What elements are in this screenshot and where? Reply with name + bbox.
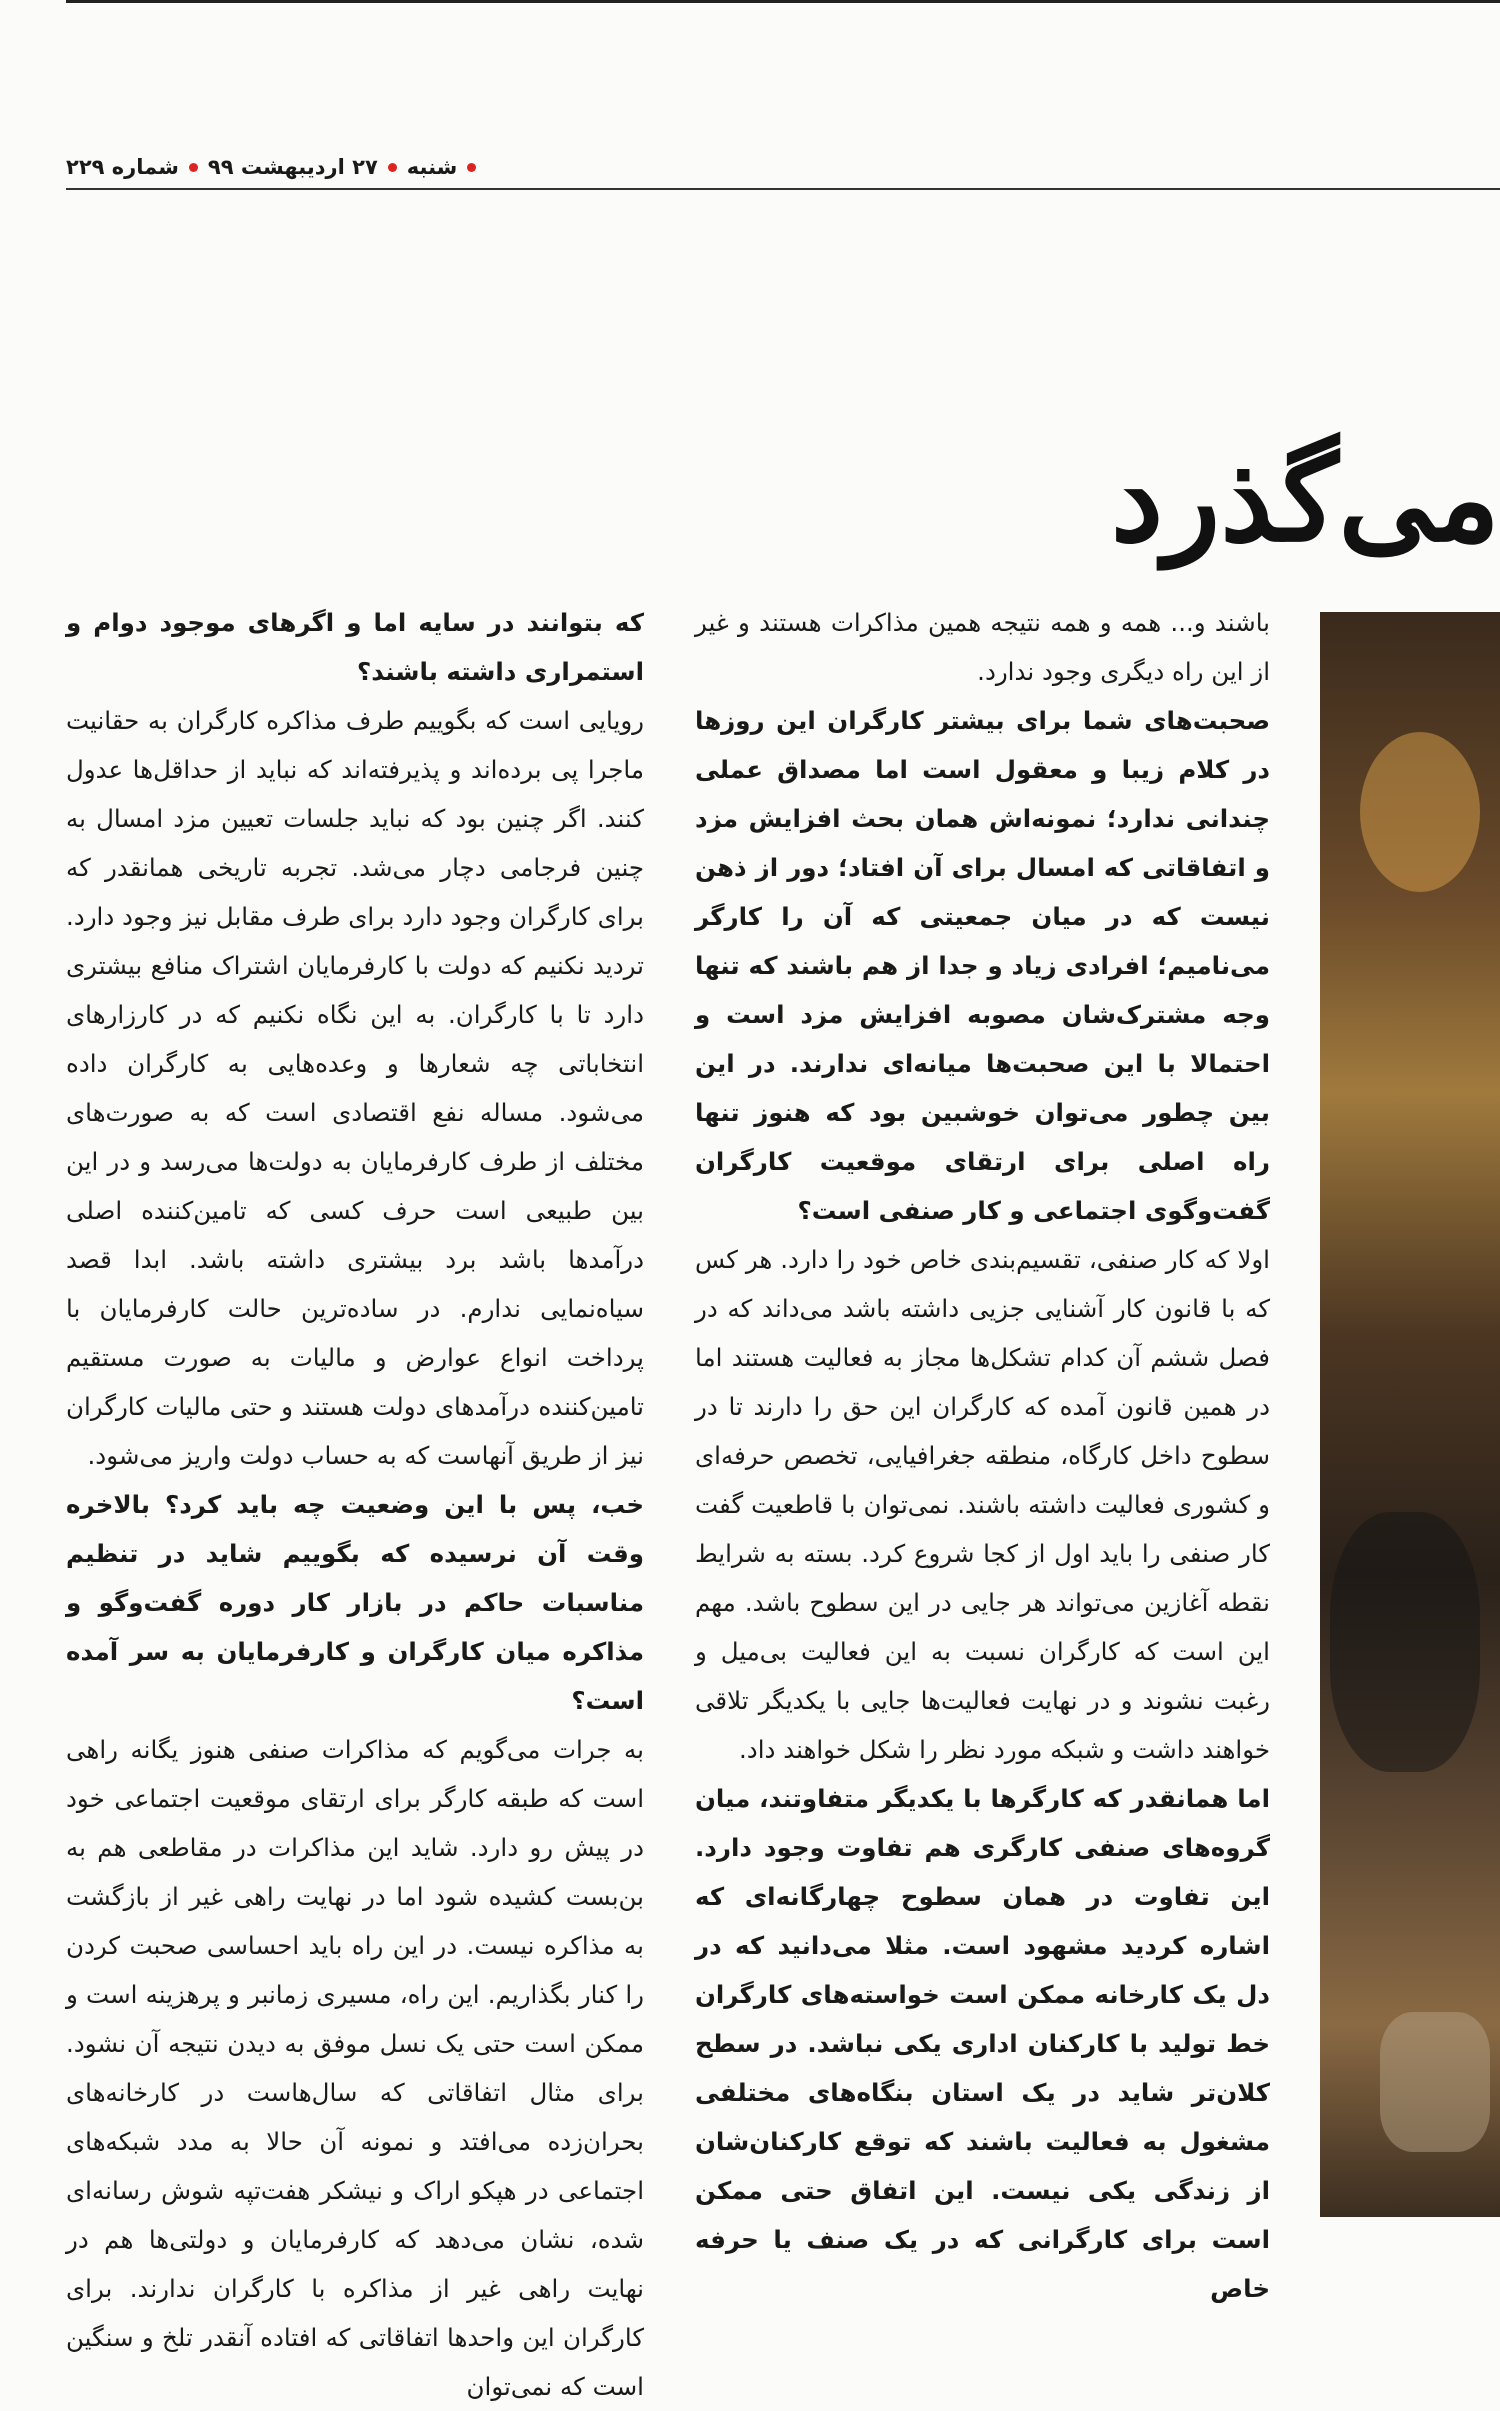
answer-paragraph: به جرات می‌گویم که مذاکرات صنفی هنوز یگانه راهی است که طبقه کارگر برای ارتقای موقعیت اجتماعی خود در پیش رو دارد. شاید این مذاکرات در مقاطعی هم به بن‌بست کشیده شود اما در نهایت راهی غیر از بازگشت به مذاکره نیست. در این راه باید احساسی صحبت کردن را کنار بگذاریم. این راه، مسیری زمانبر و پرهزینه است و ممکن است حتی یک نسل موفق به دیدن نتیجه آن نشود. برای مثال اتفاقاتی که سال‌هاست در کارخانه‌های بحران‌زده می‌افتد و نمونه آن حالا به مدد شبکه‌های اجتماعی در هپکو اراک و نیشکر هفت‌تپه شوش رسانه‌ای شده، نشان می‌دهد که کارفرمایان و دولتی‌ها هم در نهایت راهی غیر از مذاکره با کارگران ندارند. برای کارگران این واحدها اتفاقاتی که افتاده آنقدر تلخ و سنگین است که نمی‌توان bbox=[66, 1735, 644, 2401]
bullet-icon bbox=[467, 163, 476, 172]
interview-question: اما همانقدر که کارگرها با یکدیگر متفاوتند، میان گروه‌های صنفی کارگری هم تفاوت وجود دارد. این تفاوت در همان سطوح چهارگانه‌ای که اشاره کردید مشهود است. مثلا می‌دانید که در دل یک کارخانه ممکن است خواسته‌های کارگران خط تولید با کارکنان اداری یکی نباشد. در سطح کلان‌تر شاید در یک استان بنگاه‌های مختلفی مشغول به فعالیت باشند که توقع کارکنان‌شان از زندگی یکی نیست. این اتفاق حتی ممکن است برای کارگرانی که در یک صنف یا حرفه خاص bbox=[695, 1784, 1270, 2303]
column-left bbox=[66, 598, 644, 2411]
column-middle bbox=[695, 598, 1270, 2313]
headline: می‌گذرد bbox=[1110, 429, 1500, 568]
answer-paragraph: باشند و... همه و همه نتیجه همین مذاکرات هستند و غیر از این راه دیگری وجود ندارد. bbox=[695, 608, 1270, 686]
top-rule bbox=[66, 0, 1500, 3]
answer-paragraph: رویایی است که بگوییم طرف مذاکره کارگران به حقانیت ماجرا پی برده‌اند و پذیرفته‌اند که نباید از حداقل‌ها عدول کنند. اگر چنین بود که نباید جلسات تعیین مزد امسال به چنین فرجامی دچار می‌شد. تجربه تاریخی همانقدر که برای کارگران وجود دارد برای طرف مقابل نیز وجود دارد. تردید نکنیم که دولت با کارفرمایان اشتراک منافع بیشتری دارد تا با کارگران. به این نگاه نکنیم که در کارزارهای انتخاباتی چه شعارها و وعده‌هایی به کارگران داده می‌شود. مساله نفع اقتصادی است که به صورت‌های مختلف از طرف کارفرمایان به دولت‌ها می‌رسد و در این بین طبیعی است حرف کسی که تامین‌کننده اصلی درآمدها باشد برد بیشتری داشته باشد. ابدا قصد سیاه‌نمایی ندارم. در ساده‌ترین حالت کارفرمایان با پرداخت انواع عوارض و مالیات به صورت مستقیم تامین‌کننده درآمدهای دولت هستند و حتی مالیات کارگران نیز از طریق آنهاست که به حساب دولت واریز می‌شود. bbox=[66, 706, 644, 1470]
folio-info bbox=[66, 155, 476, 179]
bullet-icon bbox=[388, 163, 397, 172]
answer-paragraph: اولا که کار صنفی، تقسیم‌بندی خاص خود را دارد. هر کس که با قانون کار آشنایی جزیی داشته باشد می‌داند که در فصل ششم آن کدام تشکل‌ها مجاز به فعالیت هستند اما در همین قانون آمده که کارگران این حق را دارند تا در سطوح داخل کارگاه، منطقه جغرافیایی، تخصص حرفه‌ای و کشوری فعالیت داشته باشند. نمی‌توان با قاطعیت گفت کار صنفی را باید اول از کجا شروع کرد. بسته به شرایط نقطه آغازین می‌تواند هر جایی در این سطوح باشد. مهم این است که کارگران نسبت به این فعالیت بی‌میل و رغبت نشوند و در نهایت فعالیت‌ها جایی با یکدیگر تلاقی خواهند داشت و شبکه مورد نظر را شکل خواهند داد. bbox=[695, 1245, 1270, 1764]
worker-photo bbox=[1320, 612, 1500, 2217]
interview-question: که بتوانند در سایه اما و اگرهای موجود دوام و استمراری داشته باشند؟ bbox=[66, 608, 644, 686]
folio-date: ۲۷ اردیبهشت ۹۹ bbox=[207, 155, 378, 179]
interview-question: صحبت‌های شما برای بیشتر کارگران این روزها در کلام زیبا و معقول است اما مصداق عملی چندانی ندارد؛ نمونه‌اش همان بحث افزایش مزد و اتفاقاتی که امسال برای آن افتاد؛ دور از ذهن نیست که در میان جمعیتی که آن را کارگر می‌نامیم؛ افرادی زیاد و جدا از هم باشند که تنها وجه مشترک‌شان مصوبه افزایش مزد است و احتمالا با این صحبت‌ها میانه‌ای ندارند. در این بین چطور می‌توان خوشبین بود که هنوز تنها راه اصلی برای ارتقای موقعیت کارگران گفت‌وگوی اجتماعی و کار صنفی است؟ bbox=[695, 706, 1270, 1225]
folio-day: شنبه bbox=[406, 155, 458, 179]
folio-bar bbox=[66, 146, 1500, 190]
folio-issue: شماره ۲۲۹ bbox=[66, 155, 179, 179]
bullet-icon bbox=[189, 163, 198, 172]
interview-question: خب، پس با این وضعیت چه باید کرد؟ بالاخره وقت آن نرسیده که بگوییم شاید در تنظیم مناسبات حاکم در بازار کار دوره گفت‌وگو و مذاکره میان کارگران و کارفرمایان به سر آمده است؟ bbox=[66, 1490, 644, 1715]
